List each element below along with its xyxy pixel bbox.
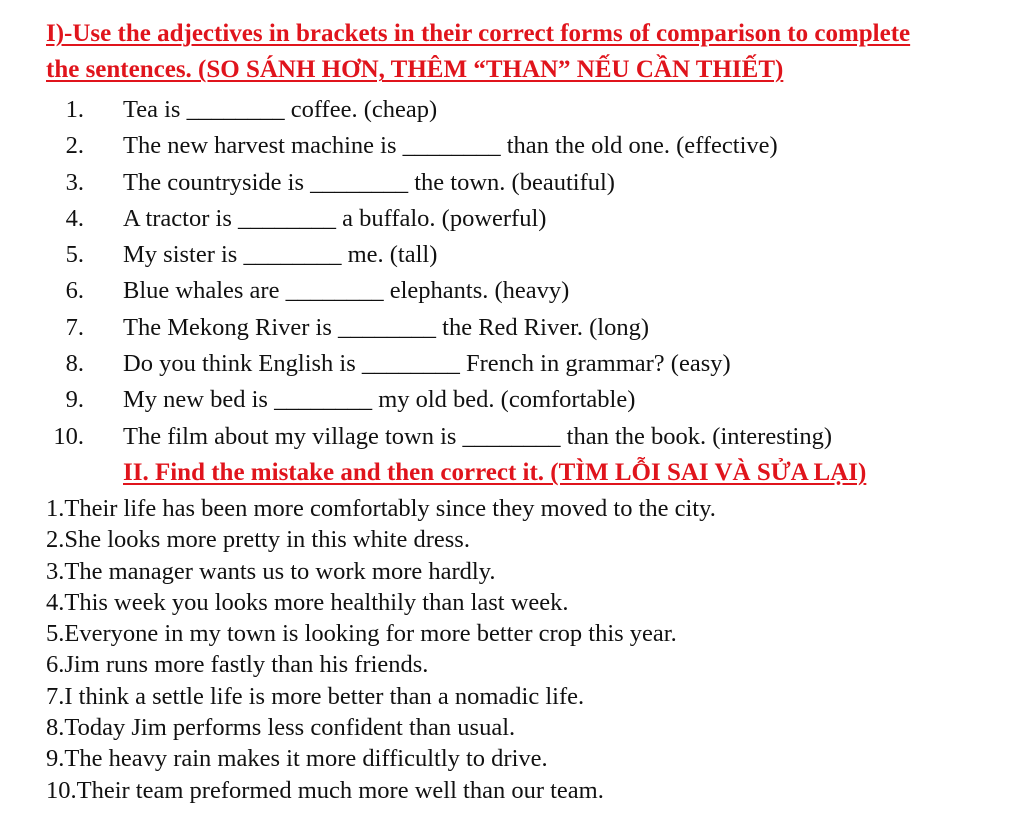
item-sentence: The countryside is ________ the town. (beautiful): [123, 168, 615, 196]
item-number: 9.: [65, 386, 84, 414]
item-number: 4.: [65, 204, 84, 232]
exercise1-item: [0, 310, 1024, 346]
exercise2-item: 7.I think a settle life is more better than a nomadic life.: [46, 682, 585, 710]
exercise2-item: 10.Their team preformed much more well than our team.: [46, 776, 604, 804]
exercise2-item: 4.This week you looks more healthily than last week.: [46, 588, 569, 616]
item-sentence: The film about my village town is ________ than the book. (interesting): [123, 422, 833, 450]
item-sentence: Tea is ________ coffee. (cheap): [123, 96, 438, 123]
exercise1-list: [0, 92, 1024, 455]
section2-heading: II. Find the mistake and then correct it. (TÌM LỖI SAI VÀ SỬA LẠI): [123, 459, 867, 486]
section1-heading-line1: I)-Use the adjectives in brackets in their correct forms of comparison to complete: [46, 20, 911, 47]
exercise2-item: 8.Today Jim performs less confident than usual.: [46, 714, 516, 742]
item-number: 8.: [65, 350, 84, 378]
exercise2-list: [46, 493, 1016, 806]
exercise2-item: 5.Everyone in my town is looking for more better crop this year.: [46, 620, 677, 648]
exercise2-item: 9.The heavy rain makes it more difficultly to drive.: [46, 745, 548, 773]
item-number: 7.: [65, 313, 84, 341]
exercise1-item: [0, 419, 1024, 455]
item-sentence: Blue whales are ________ elephants. (heavy): [123, 277, 570, 305]
item-number: 5.: [65, 241, 84, 269]
item-number: 1.: [65, 96, 84, 123]
item-number: 6.: [65, 277, 84, 305]
item-sentence: Do you think English is ________ French in grammar? (easy): [123, 350, 731, 378]
exercise1-item: [0, 382, 1024, 418]
item-sentence: The new harvest machine is ________ than the old one. (effective): [123, 132, 778, 160]
item-number: 10.: [53, 422, 84, 450]
item-sentence: My sister is ________ me. (tall): [123, 241, 438, 269]
exercise1-item: [0, 237, 1024, 273]
item-number: 3.: [65, 168, 84, 196]
item-sentence: A tractor is ________ a buffalo. (powerful): [123, 204, 547, 232]
section1-heading-line2: the sentences. (SO SÁNH HƠN, THÊM “THAN” NẾU CẦN THIẾT): [46, 56, 784, 83]
exercise1-item: [0, 201, 1024, 237]
exercise1-item: [0, 273, 1024, 309]
item-sentence: My new bed is ________ my old bed. (comfortable): [123, 386, 636, 414]
exercise2-item: 3.The manager wants us to work more hardly.: [46, 557, 496, 585]
item-number: 2.: [65, 132, 84, 160]
exercise1-item: [0, 346, 1024, 382]
item-sentence: The Mekong River is ________ the Red River. (long): [123, 313, 649, 341]
exercise1-item: [0, 165, 1024, 201]
exercise2-item: 2.She looks more pretty in this white dress.: [46, 526, 470, 554]
exercise2-item: 6.Jim runs more fastly than his friends.: [46, 651, 429, 679]
exercise1-item: [0, 128, 1024, 164]
exercise1-item: [0, 92, 1024, 128]
exercise2-item: 1.Their life has been more comfortably since they moved to the city.: [46, 495, 716, 522]
